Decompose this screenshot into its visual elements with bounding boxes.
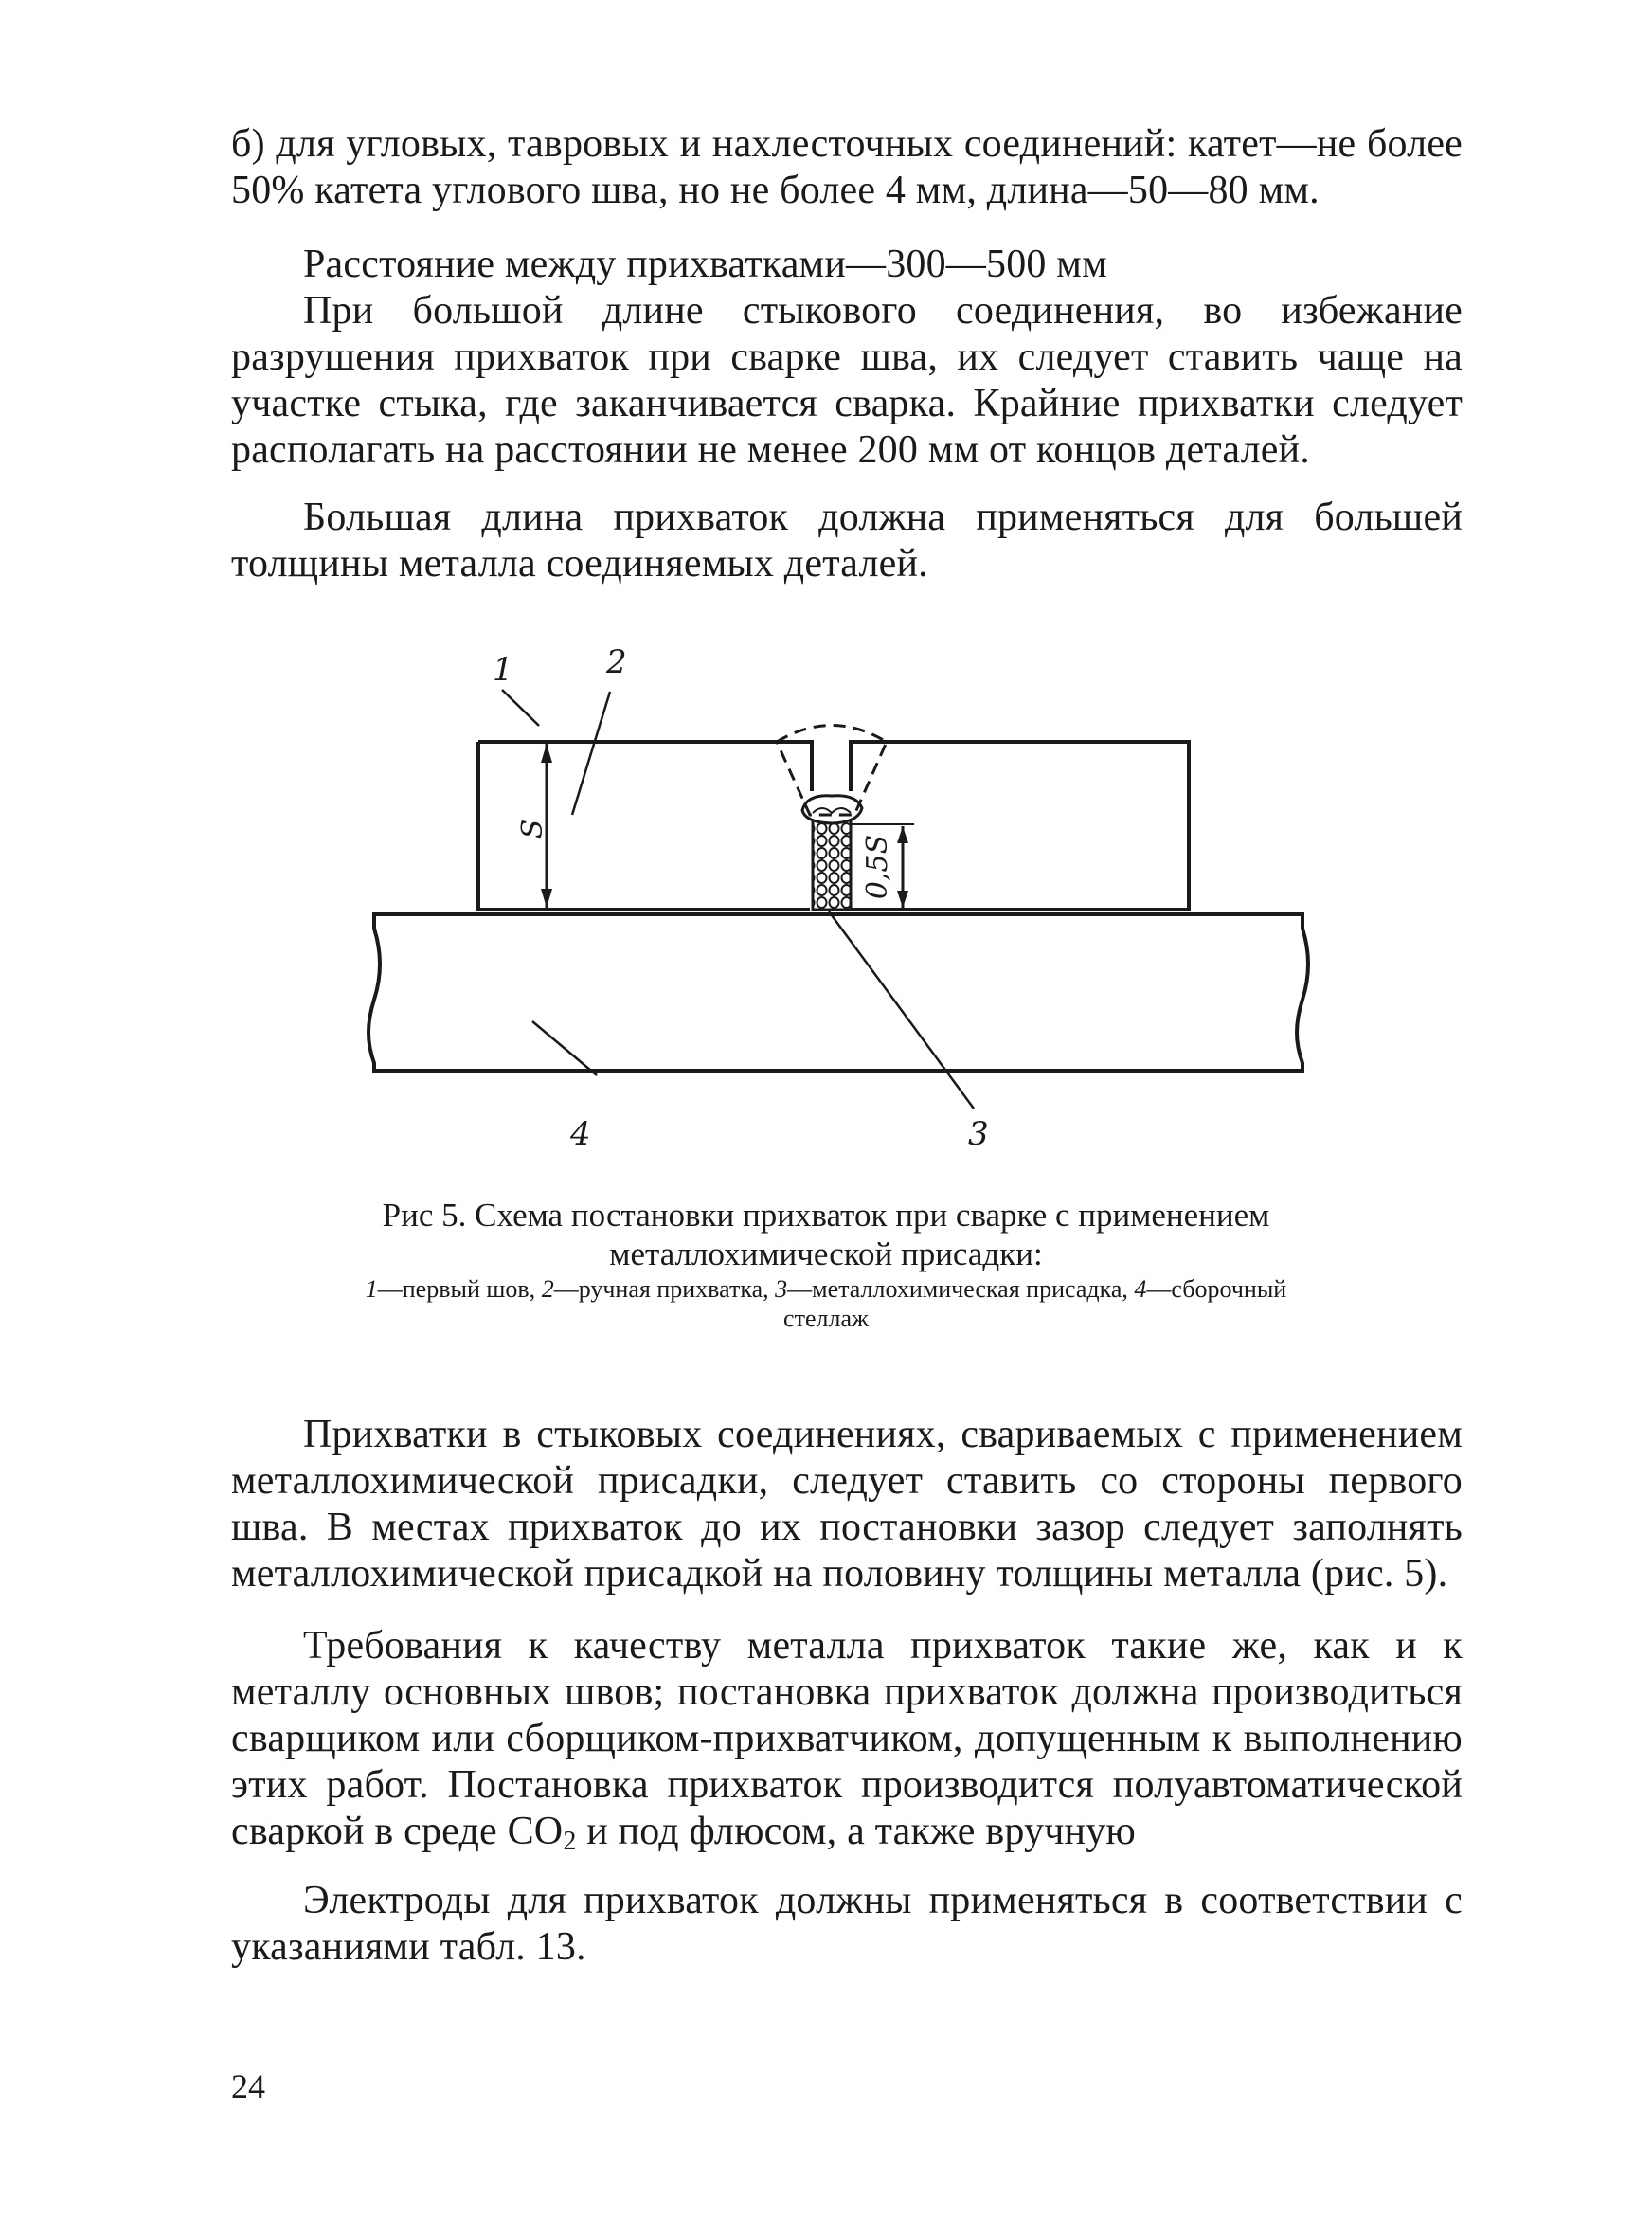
label-manual-tack: 2 bbox=[606, 643, 627, 681]
metallochemical-filler bbox=[813, 820, 851, 910]
dimension-s-label: S bbox=[516, 819, 549, 839]
paragraph-quality bbox=[231, 1623, 1463, 1865]
legend-text: —ручная прихватка, bbox=[553, 1275, 776, 1303]
paragraph-butt-tacks: Прихватки в стыковых соединениях, свариваемых с применением металлохимической присадки, следует ставить со стороны первого шва. В местах прихваток до их постановки зазор следует заполнять металлохимической присадкой на половину толщины металла (рис. 5). bbox=[231, 1413, 1463, 1596]
legend-num: 4 bbox=[1134, 1275, 1147, 1303]
paragraph-tack-spacing: Расстояние между прихватками—300—500 мм bbox=[303, 243, 1107, 286]
legend-text: —металлохимическая присадка, bbox=[787, 1275, 1135, 1303]
quality-text-end: и под флюсом, а также вручную bbox=[576, 1810, 1136, 1853]
dimension-half-label: 0,5S bbox=[861, 834, 894, 900]
quality-text: Требования к качеству металла прихваток такие же, как и к металлу основных швов; постановка прихваток должна производиться сварщиком или сборщиком-прихватчиком, допущенным к выполнению этих работ. Постановка прихваток производится полуавтоматической сваркой в среде СО bbox=[231, 1624, 1463, 1853]
legend-num: 1 bbox=[365, 1275, 378, 1303]
label-assembly-rack: 4 bbox=[570, 1115, 591, 1153]
legend-num: 2 bbox=[541, 1275, 554, 1303]
figure-tack-welding-scheme bbox=[360, 625, 1326, 1156]
page-number: 24 bbox=[231, 2067, 265, 2105]
paragraph-corner-joints: б) для угловых, тавровых и нахлесточных соединений: катет—не более 50% катета углового шва, но не более 4 мм, длина—50—80 мм. bbox=[231, 122, 1463, 212]
paragraph-greater-length: Большая длина прихваток должна применяться для большей толщины металла соединяемых деталей. bbox=[231, 496, 1463, 586]
paragraph-electrodes: Электроды для прихваток должны применяться в соответствии с указаниями табл. 13. bbox=[231, 1879, 1463, 1969]
figure-caption: Рис 5. Схема постановки прихваток при сварке с применением металлохимической присадки: bbox=[382, 1197, 1270, 1272]
figure-legend bbox=[322, 1274, 1330, 1333]
legend-num: 3 bbox=[775, 1275, 788, 1303]
label-filler: 3 bbox=[968, 1115, 989, 1153]
legend-text: —первый шов, bbox=[377, 1275, 542, 1303]
manual-tack-weld bbox=[802, 796, 862, 823]
legend-text: —сборочный стеллаж bbox=[783, 1275, 1287, 1332]
paragraph-long-joint: При большой длине стыкового соединения, во избежание разрушения прихваток при сварке шва, их следует ставить чаще на участке стыка, где заканчивается сварка. Крайние прихватки следует располагать на расстоянии не менее 200 мм от концов деталей. bbox=[231, 289, 1463, 472]
assembly-rack bbox=[368, 914, 1308, 1071]
label-first-seam: 1 bbox=[493, 651, 513, 689]
quality-subscript: 2 bbox=[563, 1827, 577, 1856]
